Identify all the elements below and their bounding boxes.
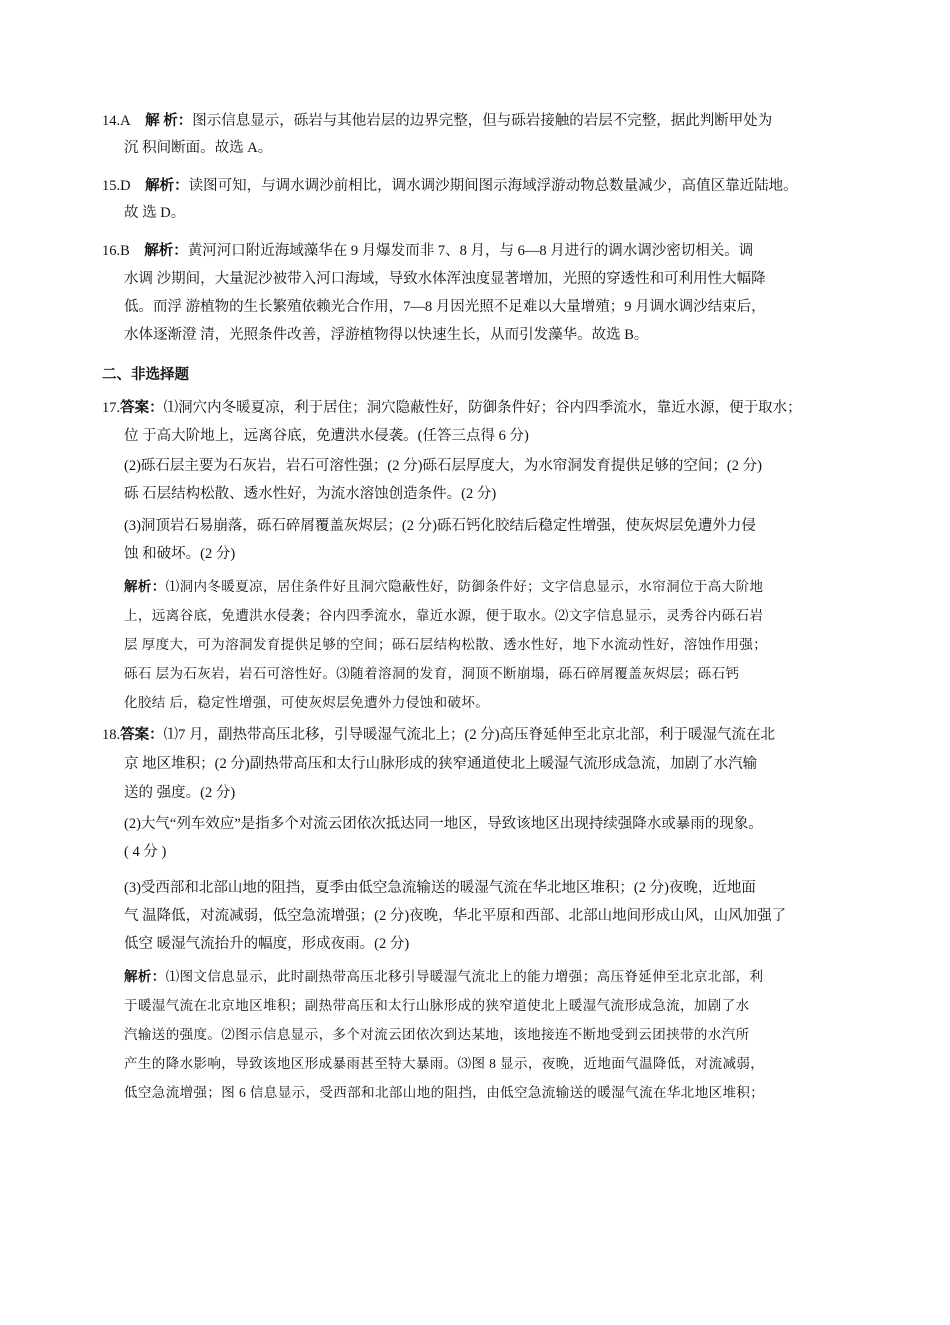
analysis-label: 解析：	[145, 178, 189, 194]
question-number: 17.	[102, 400, 121, 416]
question-number: 15.D	[102, 178, 131, 194]
explanation-17	[102, 572, 854, 717]
text-line: 位 于高大阶地上，远离谷底，免遭洪水侵袭。(任答三点得 6 分)	[124, 428, 529, 444]
text-line: (3)受西部和北部山地的阻挡，夏季由低空急流输送的暖湿气流在华北地区堆积；(2 分)夜晚，近地面	[124, 880, 756, 896]
answer-16	[102, 237, 854, 349]
text-line: 化胶结 后，稳定性增强，可使灰烬层免遭外力侵蚀和破坏。	[124, 695, 490, 710]
answer-17-part2	[102, 452, 854, 508]
text-line: 上，远离谷底，免遭洪水侵袭；谷内四季流水，靠近水源，便于取水。⑵文字信息显示，灵秀谷内砾石岩	[124, 608, 764, 623]
answer-15	[102, 173, 854, 227]
text-line: 气 温降低，对流减弱，低空急流增强；(2 分)夜晚，华北平原和西部、北部山地间形成山风，山风加强了	[124, 908, 787, 924]
answer-label: 答案：	[120, 727, 164, 743]
answer-17-part3	[102, 512, 854, 568]
text-line: 产生的降水影响，导致该地区形成暴雨甚至特大暴雨。⑶图 8 显示，夜晚，近地面气温降低，对流减弱，	[124, 1056, 765, 1071]
text-line: 沉 积间断面。故选 A。	[124, 140, 273, 156]
analysis-label: 解析：	[124, 969, 166, 984]
text-line: 读图可知，与调水调沙前相比，调水调沙期间图示海域浮游动物总数量减少，高值区靠近陆地。	[188, 178, 798, 194]
text-line: 图示信息显示，砾岩与其他岩层的边界完整，但与砾岩接触的岩层不完整，据此判断甲处为	[192, 113, 773, 129]
text-line: 低空急流增强；图 6 信息显示，受西部和北部山地的阻挡，由低空急流输送的暖湿气流在华北地区堆积；	[124, 1085, 765, 1100]
analysis-label: 解析：	[144, 243, 188, 259]
analysis-label: 解 析：	[145, 113, 193, 129]
text-line: 京 地区堆积；(2 分)副热带高压和太行山脉形成的狭窄通道使北上暖湿气流形成急流，加剧了水汽输	[124, 756, 758, 772]
section-heading: 二、非选择题	[102, 367, 189, 383]
explanation-18	[102, 962, 854, 1107]
answer-18-part2	[102, 810, 854, 866]
text-line: ( 4 分 )	[124, 844, 167, 860]
text-line: 于暖湿气流在北京地区堆积；副热带高压和太行山脉形成的狭窄道使北上暖湿气流形成急流，加剧了水	[124, 998, 750, 1013]
text-line: 低空 暖湿气流抬升的幅度，形成夜雨。(2 分)	[124, 936, 410, 952]
text-line: ⑴洞内冬暖夏凉，居住条件好且洞穴隐蔽性好，防御条件好；文字信息显示，水帘洞位于高大阶地	[165, 579, 764, 594]
answer-18-part3	[102, 874, 854, 958]
text-line: 低。而浮 游植物的生长繁殖依赖光合作用，7—8 月因光照不足难以大量增殖；9 月调水调沙结束后，	[124, 299, 766, 315]
question-number: 18.	[102, 727, 121, 743]
text-line: 水调 沙期间，大量泥沙被带入河口海域，导致水体浑浊度显著增加，光照的穿透性和可利用性大幅降	[124, 271, 766, 287]
text-line: ⑴洞穴内冬暖夏凉，利于居住；洞穴隐蔽性好，防御条件好；谷内四季流水，靠近水源，便于取水；	[163, 400, 802, 416]
text-line: 送的 强度。(2 分)	[124, 785, 236, 801]
text-line: ⑴7 月，副热带高压北移，引导暖湿气流北上；(2 分)高压脊延伸至北京北部，利于暖湿气流在北	[163, 727, 776, 743]
answer-17	[102, 394, 854, 450]
text-line: 故 选 D。	[124, 205, 186, 221]
text-line: ⑴图文信息显示，此时副热带高压北移引导暖湿气流北上的能力增强；高压脊延伸至北京北部，利	[165, 969, 764, 984]
question-number: 14.A	[102, 113, 131, 129]
text-line: 蚀 和破坏。(2 分)	[124, 546, 236, 562]
text-line: (3)洞顶岩石易崩落，砾石碎屑覆盖灰烬层；(2 分)砾石钙化胶结后稳定性增强，使灰烬层免遭外力侵	[124, 518, 756, 534]
text-line: 汽输送的强度。⑵图示信息显示，多个对流云团依次到达某地，该地接连不断地受到云团挟带的水汽所	[124, 1027, 750, 1042]
text-line: (2)砾石层主要为石灰岩，岩石可溶性强；(2 分)砾石层厚度大，为水帘洞发育提供足够的空间；(2 分)	[124, 458, 762, 474]
text-line: (2)大气“列车效应”是指多个对流云团依次抵达同一地区，导致该地区出现持续强降水或暴雨的现象。	[124, 816, 763, 832]
analysis-label: 解析：	[124, 579, 166, 594]
answer-14	[102, 108, 854, 162]
answer-label: 答案：	[120, 400, 164, 416]
text-line: 砾石 层为石灰岩，岩石可溶性好。⑶随着溶洞的发育，洞顶不断崩塌，砾石碎屑覆盖灰烬层；砾石钙	[124, 666, 740, 681]
text-line: 砾 石层结构松散、透水性好，为流水溶蚀创造条件。(2 分)	[124, 486, 497, 502]
question-number: 16.B	[102, 243, 130, 259]
text-line: 黄河河口附近海域藻华在 9 月爆发而非 7、8 月，与 6—8 月进行的调水调沙密切相关。调	[187, 243, 754, 259]
text-line: 层 厚度大，可为溶洞发育提供足够的空间；砾石层结构松散、透水性好，地下水流动性好，溶蚀作用强；	[124, 637, 768, 652]
text-line: 水体逐渐澄 清，光照条件改善，浮游植物得以快速生长，从而引发藻华。故选 B。	[124, 327, 649, 343]
answer-18	[102, 721, 854, 808]
